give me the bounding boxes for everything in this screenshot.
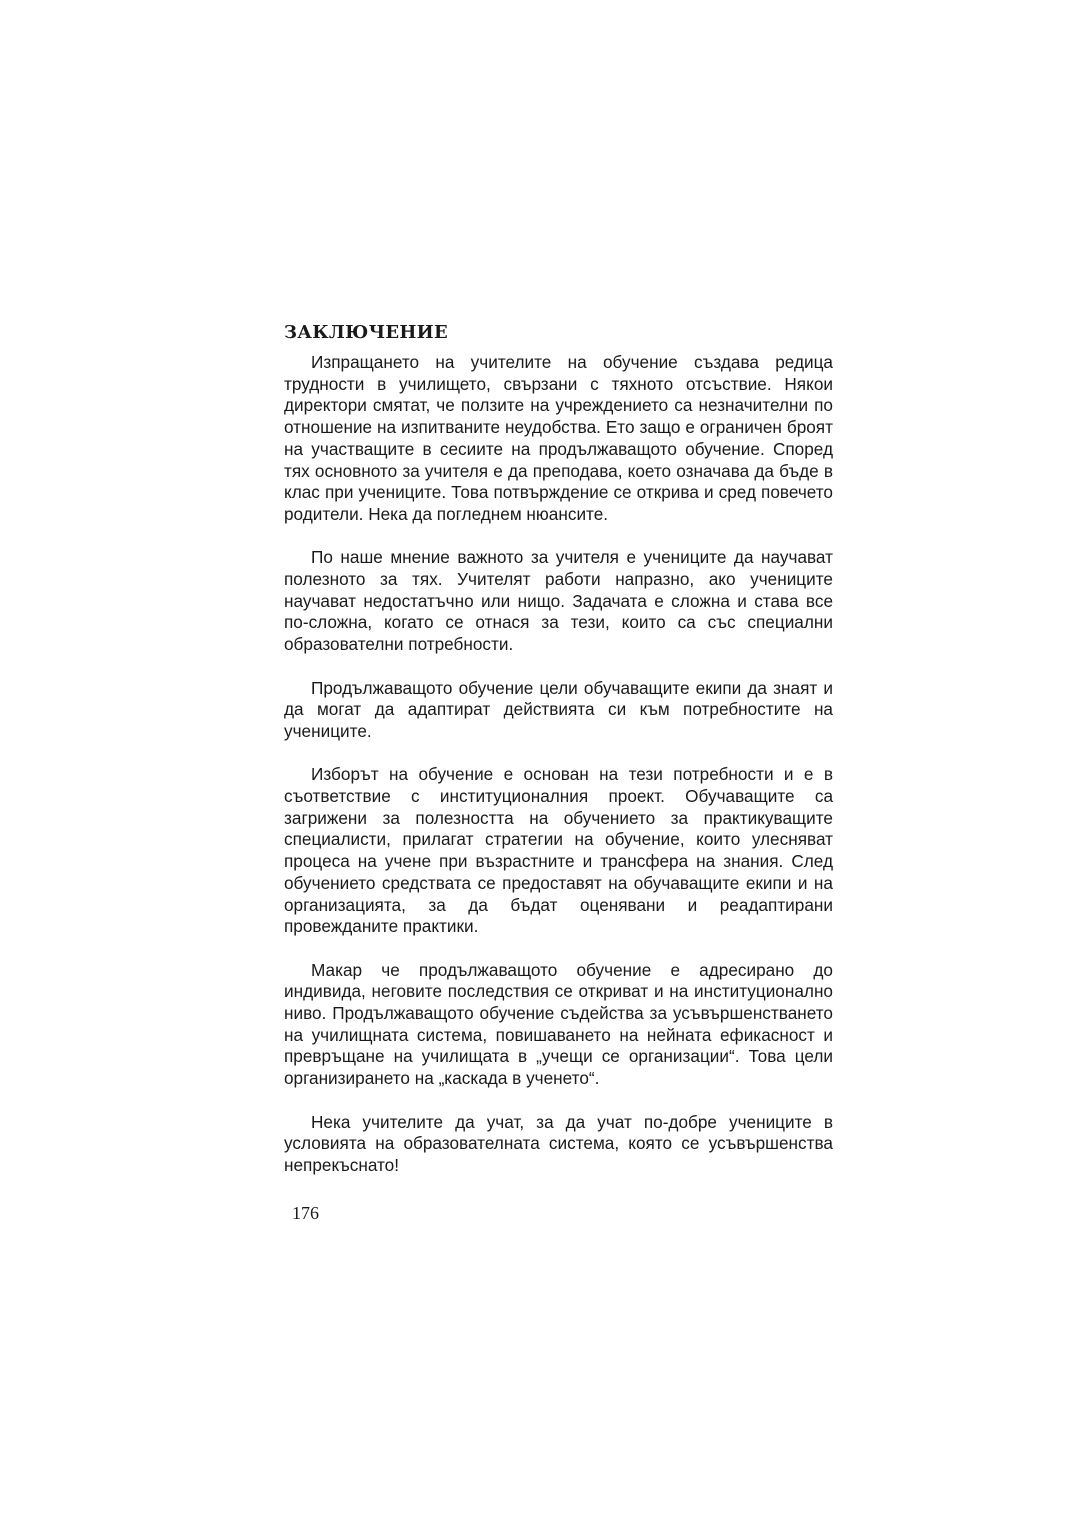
text-block (284, 320, 833, 1198)
paragraph-3: Продължаващото обучение цели обучаващите екипи да знаят и да могат да адаптират действията си към потребностите на учениците. (284, 677, 833, 741)
paragraph-6: Нека учителите да учат, за да учат по-добре учениците в условията на образователната система, която се усъвършенства непрекъснато! (284, 1111, 833, 1175)
section-heading: ЗАКЛЮЧЕНИЕ (284, 322, 448, 343)
paragraph-2: По наше мнение важното за учителя е учениците да научават полезното за тях. Учителят работи напразно, ако учениците научават недостатъчно или нищо. Задачата е сложна и става все по-сложна, когато се отнася за тези, които са със специални образователни потребности. (284, 547, 833, 655)
paragraph-5: Макар че продължаващото обучение е адресирано до индивида, неговите последствия се откриват и на институционално ниво. Продължаващото обучение съдейства за усъвършенстването на училищната система, повишаването на нейната ефикасност и превръщане на училищата в „учещи се организации“. Това цели организирането на „каскада в ученето“. (284, 959, 833, 1089)
paragraph-4: Изборът на обучение е основан на тези потребности и е в съответствие с институционалния проект. Обучаващите са загрижени за полезността на обучението за практикуващите специалисти, прилагат стратегии на обучение, които улесняват процеса на учене при възрастните и трансфера на знания. След обучението средствата се предоставят на обучаващите екипи и на организацията, за да бъдат оценявани и реадаптирани провежданите практики. (284, 764, 833, 937)
page-number: 176 (292, 1203, 319, 1223)
paragraph-1: Изпращането на учителите на обучение създава редица трудности в училището, свързани с тяхното отсъствие. Някои директори смятат, че ползите на учреждението са незначителни по отношение на изпитваните неудобства. Ето защо е ограничен броят на участващите в сесиите на продължаващото обучение. Според тях основното за учителя е да преподава, което означава да бъде в клас при учениците. Това потвърждение се открива и сред повечето родители. Нека да погледнем нюансите. (284, 352, 833, 524)
